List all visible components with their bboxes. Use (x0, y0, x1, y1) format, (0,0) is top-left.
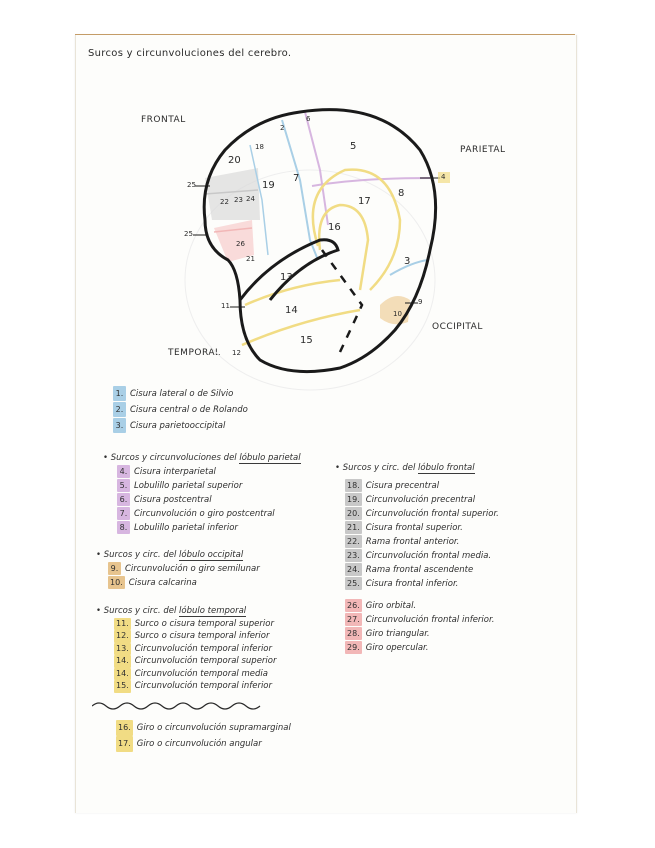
item-text: Circunvolución temporal superior (134, 656, 277, 666)
item-text: Rama frontal ascendente (365, 565, 474, 575)
list-item (116, 736, 291, 752)
heading-underlined: lóbulo parietal (239, 453, 301, 463)
item-text: Rama frontal anterior. (365, 537, 460, 547)
item-text: Giro o circunvolución supramarginal (136, 723, 291, 733)
diagram-number-3: 3 (404, 256, 411, 267)
item-number: 21. (347, 523, 360, 532)
item-number: 2. (113, 402, 126, 417)
item-text: Surco o cisura temporal inferior (134, 631, 270, 641)
heading-underlined: lóbulo occipital (179, 550, 244, 560)
item-text: Circunvolución temporal inferior (134, 643, 273, 654)
item-text: Surco o cisura temporal superior (134, 618, 274, 629)
item-number: 5. (117, 479, 130, 492)
item-text: Circunvolución frontal inferior. (365, 615, 495, 625)
list-item (117, 521, 301, 535)
item-number: 3. (113, 418, 126, 433)
item-text: Circunvolución temporal inferior (134, 681, 273, 691)
wavy-line (92, 703, 260, 709)
item-text: Lobulillo parietal inferior (134, 523, 238, 533)
heading-underlined: lóbulo temporal (179, 606, 247, 616)
diagram-number-10: 10 (393, 310, 402, 318)
item-text: Cisura interparietal (134, 467, 216, 477)
item-text: Lobulillo parietal superior (134, 481, 243, 491)
item-number: 25. (347, 579, 360, 588)
list-item (114, 680, 276, 693)
diagram-number-4: 4 (441, 173, 446, 181)
item-number: 8. (117, 521, 130, 534)
diagram-number-7: 7 (293, 173, 300, 184)
list-item (345, 535, 499, 549)
list-item (117, 493, 301, 507)
diagram-number-9: 9 (418, 298, 423, 306)
diagram-number-23: 23 (234, 196, 243, 204)
item-number: 24. (347, 565, 360, 574)
item-number: 22. (347, 537, 360, 546)
item-number: 1. (113, 386, 126, 401)
item-text: Cisura calcarina (128, 578, 197, 588)
diagram-number-16: 16 (328, 222, 341, 233)
list-item (113, 402, 248, 418)
diagram-number-5: 5 (350, 141, 357, 152)
diagram-number-21: 21 (246, 255, 255, 263)
heading-plain: Surcos y circ. del (103, 606, 180, 616)
list-item (345, 507, 499, 521)
item-number: 17. (116, 736, 133, 752)
list-item (345, 577, 499, 591)
list-item (108, 576, 260, 590)
item-text: Circunvolución frontal superior. (365, 509, 499, 519)
list-item (117, 465, 301, 479)
list-item (114, 630, 276, 643)
diagram-number-13: 13 (280, 272, 293, 283)
item-number: 9. (108, 562, 121, 575)
list-item (345, 627, 499, 641)
cisuras-list (113, 386, 248, 434)
diagram-number-26: 26 (236, 240, 245, 248)
gyrus-yellow-angular (313, 170, 400, 290)
list-item (113, 418, 248, 434)
item-text: Cisura precentral (365, 481, 440, 491)
page-title: Surcos y circunvoluciones del cerebro. (88, 48, 292, 59)
item-number: 19. (347, 495, 360, 504)
list-item (345, 521, 499, 535)
item-number: 11. (114, 618, 131, 631)
item-number: 26. (347, 601, 360, 610)
list-item (345, 613, 499, 627)
item-text: Giro orbital. (365, 601, 417, 611)
item-number: 14. (114, 668, 131, 681)
temporal-list (96, 605, 276, 693)
diagram-number-25-lower: 25 (184, 230, 193, 238)
diagram-number-19: 19 (262, 180, 275, 191)
list-item (114, 618, 276, 631)
frontal-heading: • Surcos y circ. del lóbulo frontal (335, 463, 475, 473)
item-number: 20. (347, 509, 360, 518)
diagram-number-8: 8 (398, 188, 405, 199)
diagram-number-11: 11 (221, 302, 230, 310)
label-occipital: OCCIPITAL (432, 322, 483, 332)
item-number: 16. (116, 720, 133, 736)
list-item (116, 720, 291, 736)
item-text: Cisura parietooccipital (130, 421, 226, 431)
wavy-divider (92, 700, 272, 712)
diagram-number-12: 12 (232, 349, 241, 357)
list-item (114, 668, 276, 681)
gyri-list (116, 720, 291, 752)
item-number: 13. (114, 643, 131, 656)
item-text: Giro triangular. (365, 629, 430, 639)
item-number: 15. (114, 680, 131, 693)
list-item (345, 599, 499, 613)
heading-plain: Surcos y circ. del (103, 550, 180, 560)
occipital-list (96, 549, 260, 590)
item-text: Giro o circunvolución angular (136, 739, 262, 749)
item-text: Cisura postcentral (134, 495, 212, 505)
item-text: Circunvolución o giro semilunar (125, 564, 260, 574)
diagram-number-22: 22 (220, 198, 229, 206)
item-text: Circunvolución precentral (365, 495, 476, 505)
item-number: 7. (117, 507, 130, 520)
item-text: Cisura frontal inferior. (365, 579, 459, 589)
heading-plain: Surcos y circunvoluciones del (110, 453, 240, 463)
item-number: 18. (347, 481, 360, 490)
frontal-list (335, 462, 499, 655)
list-item (345, 479, 499, 493)
dashed-fissure (322, 250, 362, 352)
item-number: 23. (347, 551, 360, 560)
label-parietal: PARIETAL (460, 145, 506, 155)
item-number: 12. (114, 630, 131, 643)
parietal-list (103, 452, 301, 535)
item-text: Cisura central o de Rolando (130, 405, 248, 415)
list-item (345, 563, 499, 577)
item-text: Giro opercular. (365, 643, 429, 653)
item-number: 29. (347, 643, 360, 652)
item-number: 6. (117, 493, 130, 506)
item-number: 10. (110, 578, 123, 587)
list-item (108, 562, 260, 576)
temporal-heading: • Surcos y circ. del lóbulo temporal (96, 606, 247, 616)
list-item (117, 507, 301, 521)
temporal-contour (240, 240, 338, 300)
diagram-number-14: 14 (285, 305, 298, 316)
label-temporal: TEMPORAL (168, 348, 221, 358)
diagram-number-25-upper: 25 (187, 181, 196, 189)
item-number: 14. (114, 655, 131, 668)
parietal-heading: • Surcos y circunvoluciones del lóbulo parietal (103, 453, 301, 463)
item-text: Circunvolución frontal media. (365, 551, 492, 561)
diagram-number-17: 17 (358, 196, 371, 207)
sulcus-purple-postcentral (305, 112, 328, 225)
list-item (345, 493, 499, 507)
list-item (114, 655, 276, 668)
diagram-number-15: 15 (300, 335, 313, 346)
item-number: 27. (347, 615, 360, 624)
list-item (117, 479, 301, 493)
item-text: Circunvolución o giro postcentral (134, 509, 275, 519)
diagram-number-24: 24 (246, 195, 255, 203)
sulcus-yellow-temporal-sup (245, 280, 340, 305)
item-number: 28. (347, 629, 360, 638)
heading-plain: Surcos y circ. del (342, 463, 419, 473)
diagram-number-2: 2 (280, 124, 285, 132)
label-frontal: FRONTAL (141, 115, 186, 125)
item-text: Cisura lateral o de Silvio (130, 389, 234, 399)
occipital-heading: • Surcos y circ. del lóbulo occipital (96, 550, 244, 560)
list-item (345, 549, 499, 563)
diagram-number-20: 20 (228, 155, 241, 166)
list-item (114, 643, 276, 656)
diagram-number-18: 18 (255, 143, 264, 151)
diagram-number-6: 6 (306, 115, 311, 123)
list-item (113, 386, 248, 402)
item-text: Circunvolución temporal media (134, 668, 268, 679)
list-item (345, 641, 499, 655)
heading-underlined: lóbulo frontal (418, 463, 475, 473)
item-text: Cisura frontal superior. (365, 523, 463, 533)
item-number: 4. (117, 465, 130, 478)
